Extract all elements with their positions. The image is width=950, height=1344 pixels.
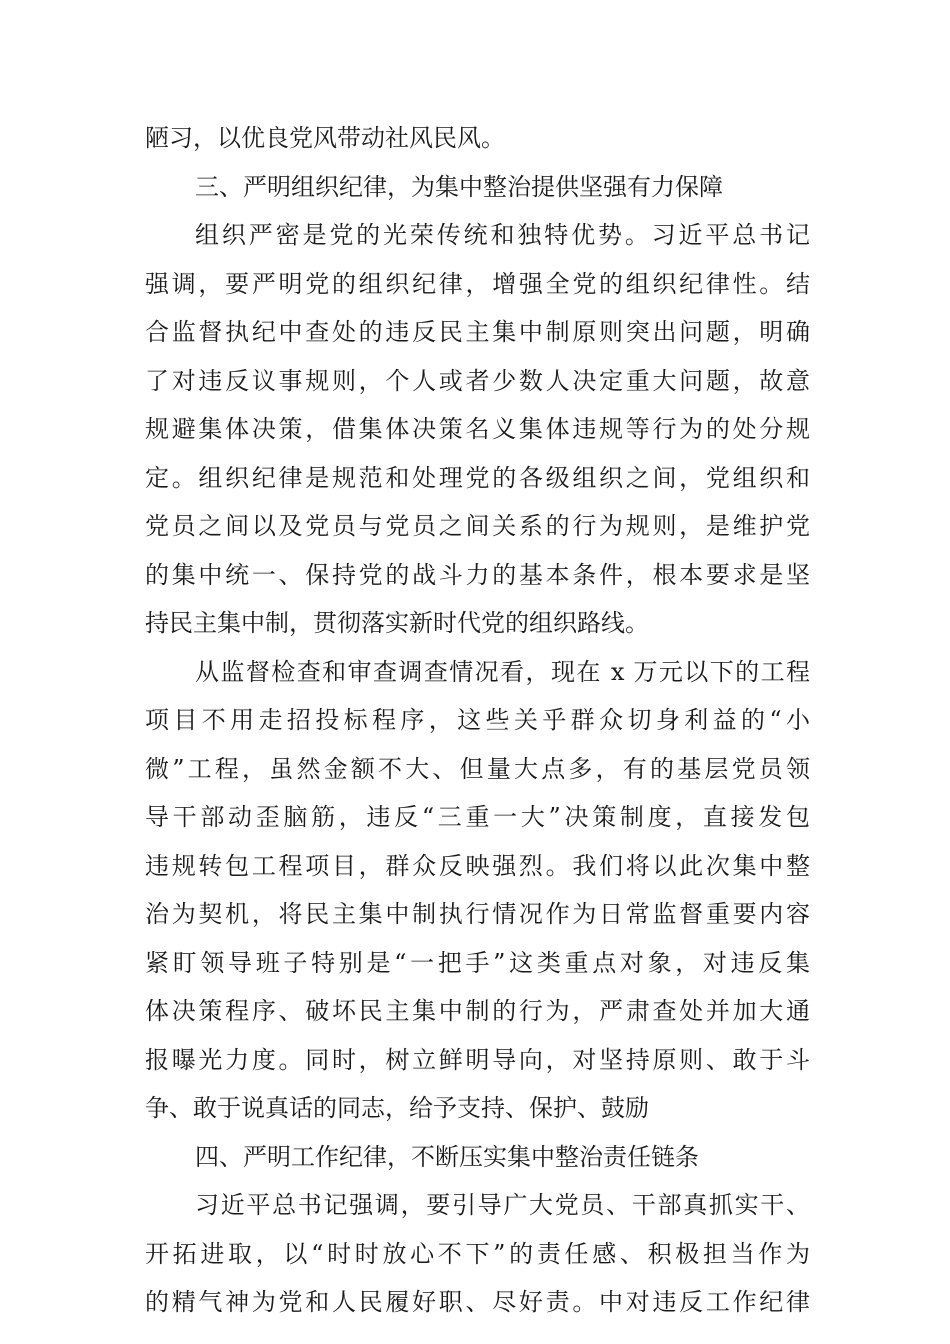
text-line: 的精气神为党和人民履好职、尽好责。中对违反工作纪律 [145,1288,810,1316]
text-line: 规避集体决策，借集体决策名义集体违规等行为的处分规 [145,415,810,443]
document-body [145,114,810,1327]
text-line: 习近平总书记强调，要引导广大党员、干部真抓实干、 [195,1191,810,1219]
section-heading-three: 三、严明组织纪律，为集中整治提供坚强有力保障 [195,172,723,201]
text-line: 报曝光力度。同时，树立鲜明导向，对坚持原则、敢于斗 [145,1045,810,1074]
text-line: 合监督执纪中查处的违反民主集中制原则突出问题，明确 [145,318,810,346]
text-line: 项目不用走招投标程序，这些关乎群众切身利益的“小 [145,706,810,734]
text-line: 的集中统一、保持党的战斗力的基本条件，根本要求是坚 [145,560,810,589]
text-line: 从监督检查和审查调查情况看，现在 x 万元以下的工程 [195,657,810,686]
text-line: 违规转包工程项目，群众反映强烈。我们将以此次集中整 [145,851,810,880]
text-line: 导干部动歪脑筋，违反“三重一大”决策制度，直接发包 [145,803,810,831]
text-line: 治为契机，将民主集中制执行情况作为日常监督重要内容 [145,900,810,928]
text-line: 了对违反议事规则，个人或者少数人决定重大问题，故意 [145,366,810,395]
text-line: 定。组织纪律是规范和处理党的各级组织之间，党组织和 [145,463,810,492]
text-line: 陋习，以优良党风带动社风民风。 [145,124,505,152]
text-line: 组织严密是党的光荣传统和独特优势。习近平总书记 [195,221,810,249]
text-line: 党员之间以及党员与党员之间关系的行为规则，是维护党 [145,512,810,540]
text-line: 持民主集中制，贯彻落实新时代党的组织路线。 [145,609,649,637]
text-line: 争、敢于说真话的同志，给予支持、保护、鼓励 [145,1094,649,1122]
text-line: 开拓进取，以“时时放心不下”的责任感、积极担当作为 [145,1239,810,1268]
text-line: 紧盯领导班子特别是“一把手”这类重点对象，对违反集 [145,948,810,977]
section-heading-four: 四、严明工作纪律，不断压实集中整治责任链条 [195,1142,699,1171]
text-line: 强调，要严明党的组织纪律，增强全党的组织纪律性。结 [145,269,810,298]
text-line: 微”工程，虽然金额不大、但量大点多，有的基层党员领 [145,754,810,783]
text-line: 体决策程序、破坏民主集中制的行为，严肃查处并加大通 [145,997,810,1025]
